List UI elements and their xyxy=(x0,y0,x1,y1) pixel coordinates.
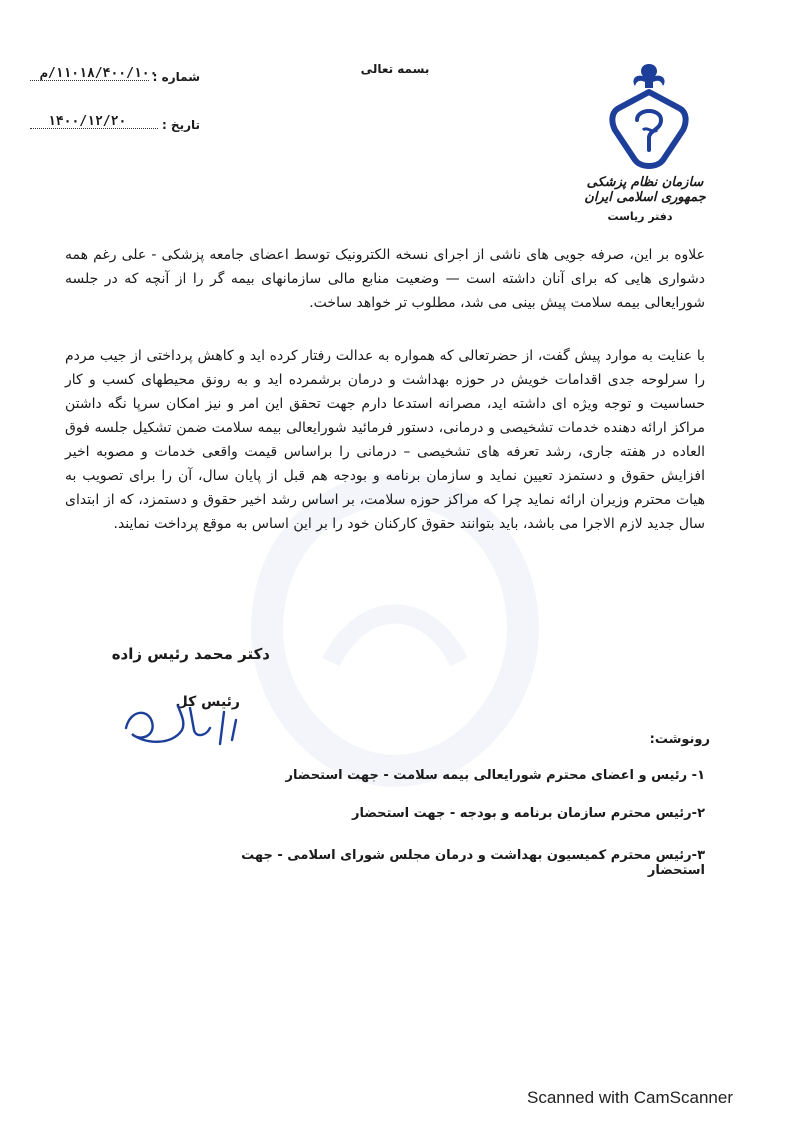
letter-number-label: شماره : xyxy=(152,70,200,84)
signatory-name: دکتر محمد رئیس زاده xyxy=(111,645,270,663)
cc-item: ۳-رئیس محترم کمیسیون بهداشت و درمان مجلس شورای اسلامی - جهت استحضار xyxy=(241,848,705,878)
letter-date-value: ۱۴۰۰/۱۲/۲۰ xyxy=(48,114,127,129)
office-name: دفتر ریاست xyxy=(607,210,673,223)
cc-item: ۲-رئیس محترم سازمان برنامه و بودجه - جهت استحضار xyxy=(351,806,705,821)
cc-label: رونوشت: xyxy=(649,732,710,747)
letter-date-label: تاریخ : xyxy=(161,118,200,132)
cc-item: ۱- رئیس و اعضای محترم شورایعالی بیمه سلامت - جهت استحضار xyxy=(285,768,705,783)
letter-number-value: ۱۱۰۱۸/۴۰۰/۱۰۰/م xyxy=(40,66,158,81)
scanner-watermark-text: Scanned with CamScanner xyxy=(526,1088,733,1107)
letter-paragraph-2: با عنایت به موارد پیش گفت، از حضرتعالی که همواره به عدالت رفتار کرده اید و کاهش پرداختی از جیب مردم را سرلوحه جدی اقدامات خویش در حوزه بهداشت و درمان برشمرده اید و به رونق محیطهای کسب و کار حساسیت و توجه ویژه ای داشته اید، مصرانه استدعا دارم جهت تحقق این امر و نیز امکان سرپا نگه داشتن مراکز ارائه دهنده خدمات تشخیصی و درمانی، دستور فرمائید شورایعالی بیمه سلامت ضمن تشکیل جلسه فوق العاده در هفته جاری، رشد تعرفه های تشخیصی – درمانی را براساس قیمت واقعی خدمات و مصوبه اخیر افزایش حقوق و دستمزد تعیین نماید و سازمان برنامه و بودجه هم قبل از پایان سال، آن را برای تصویب به هیات محترم وزیران ارائه نماید چرا که مراکز حوزه سلامت، بر اساس رشد اخیر حقوق و دستمزد، که از ابتدای سال جدید لازم الاجرا می باشد، باید بتوانند حقوق کارکنان خود را بر این اساس به موقع پرداخت نمایند. xyxy=(65,348,705,532)
medical-council-emblem-icon xyxy=(607,60,692,170)
basmala-heading: بسمه تعالی xyxy=(360,62,430,76)
letter-paragraph-1: علاوه بر این، صرفه جویی های ناشی از اجرای نسخه الکترونیک توسط اعضای جامعه پزشکی - علی رغم همه دشواری هایی که برای آنان داشته است — وضعیت منابع مالی سازمانهای بیمه گر را از آنچه که در جلسه شورایعالی بیمه سلامت پیش بینی می شد، مطلوب تر خواهد ساخت. xyxy=(65,247,705,311)
organization-name: سازمان نظام پزشکی جمهوری اسلامی ایران xyxy=(584,175,706,205)
signatory-title: رئیس کل xyxy=(175,694,240,710)
handwritten-signature-icon xyxy=(120,700,250,755)
